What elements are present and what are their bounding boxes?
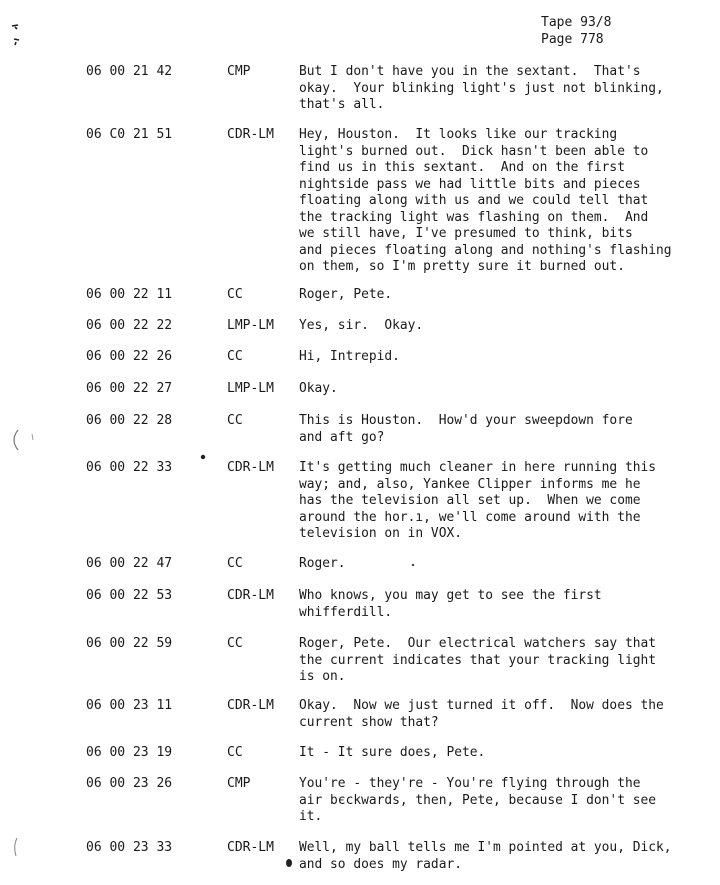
entry-text: Roger, Pete. Our electrical watchers say that the current indicates that your tracking light is on. <box>299 636 656 684</box>
entry-timestamp: 06 C0 21 51 <box>86 127 173 142</box>
entry-timestamp: 06 00 22 27 <box>86 381 173 396</box>
entry-text: It's getting much cleaner in here running this way; and, also, Yankee Clipper informs me he has the television all set up. When we come around the hor.ı, we'll come around with the television on in VOX. <box>299 460 656 541</box>
tape-number: Tape 93/8 <box>541 15 612 30</box>
punch-mark-top <box>10 22 24 48</box>
entry-timestamp: 06 00 22 53 <box>86 588 173 603</box>
entry-text: Yes, sir. Okay. <box>299 318 424 333</box>
ink-dot-mark <box>198 452 208 462</box>
entry-timestamp: 06 00 22 11 <box>86 287 173 302</box>
margin-stroke-mark <box>10 836 22 858</box>
entry-speaker: CC <box>227 287 243 302</box>
entry-timestamp: 06 00 22 22 <box>86 318 173 333</box>
entry-text: It - It sure does, Pete. <box>299 745 486 760</box>
entry-text: But I don't have you in the sextant. That's okay. Your blinking light's just not blinking, that's all. <box>299 64 664 112</box>
entry-text: Okay. <box>299 381 338 396</box>
entry-text: Well, my ball tells me I'm pointed at you, Dick, and so does my radar. <box>299 840 672 872</box>
page-number: Page 778 <box>541 32 604 47</box>
entry-speaker: LMP-LM <box>227 381 274 396</box>
entry-timestamp: 06 00 22 33 <box>86 460 173 475</box>
punch-hole-mark <box>6 426 36 454</box>
entry-timestamp: 06 00 22 59 <box>86 636 173 651</box>
entry-timestamp: 06 00 23 19 <box>86 745 173 760</box>
page-header <box>541 14 611 48</box>
entry-text: Roger. <box>299 556 346 571</box>
entry-timestamp: 06 00 22 26 <box>86 349 173 364</box>
entry-speaker: CDR-LM <box>227 460 274 475</box>
entry-text: You're - they're - You're flying through the air bєckwards, then, Pete, because I don't see it. <box>299 776 656 824</box>
entry-speaker: CMP <box>227 776 251 791</box>
entry-speaker: CC <box>227 745 243 760</box>
entry-speaker: CDR-LM <box>227 840 274 855</box>
entry-speaker: CDR-LM <box>227 127 274 142</box>
entry-text: Hey, Houston. It looks like our tracking light's burned out. Dick hasn't been able to find us in this sextant. And on the first nightside pass we had little bits and pieces floating along with us and we could tell that the tracking light was flashing on them. And we still have, I've presumed to think, bits and pieces floating along and nothing's flashing on them, so I'm pretty sure it burned out. <box>299 127 672 274</box>
entry-speaker: CC <box>227 636 243 651</box>
entry-timestamp: 06 00 23 11 <box>86 698 173 713</box>
entry-speaker: LMP-LM <box>227 318 274 333</box>
ink-dot-mark-bottom <box>284 857 294 869</box>
entry-timestamp: 06 00 23 33 <box>86 840 173 855</box>
entry-text: This is Houston. How'd your sweepdown fore and aft go? <box>299 413 633 445</box>
entry-speaker: CDR-LM <box>227 698 274 713</box>
entry-speaker: CC <box>227 556 243 571</box>
entry-text: Hi, Intrepid. <box>299 349 400 364</box>
entry-timestamp: 06 00 21 42 <box>86 64 173 79</box>
entry-speaker: CC <box>227 413 243 428</box>
entry-text: Who knows, you may get to see the first whifferdill. <box>299 588 602 620</box>
entry-text: Roger, Pete. <box>299 287 393 302</box>
entry-text: Okay. Now we just turned it off. Now does the current show that? <box>299 698 664 730</box>
entry-speaker: CMP <box>227 64 251 79</box>
entry-speaker: CDR-LM <box>227 588 274 603</box>
entry-timestamp: 06 00 23 26 <box>86 776 173 791</box>
entry-timestamp: 06 00 22 47 <box>86 556 173 571</box>
entry-timestamp: 06 00 22 28 <box>86 413 173 428</box>
entry-speaker: CC <box>227 349 243 364</box>
